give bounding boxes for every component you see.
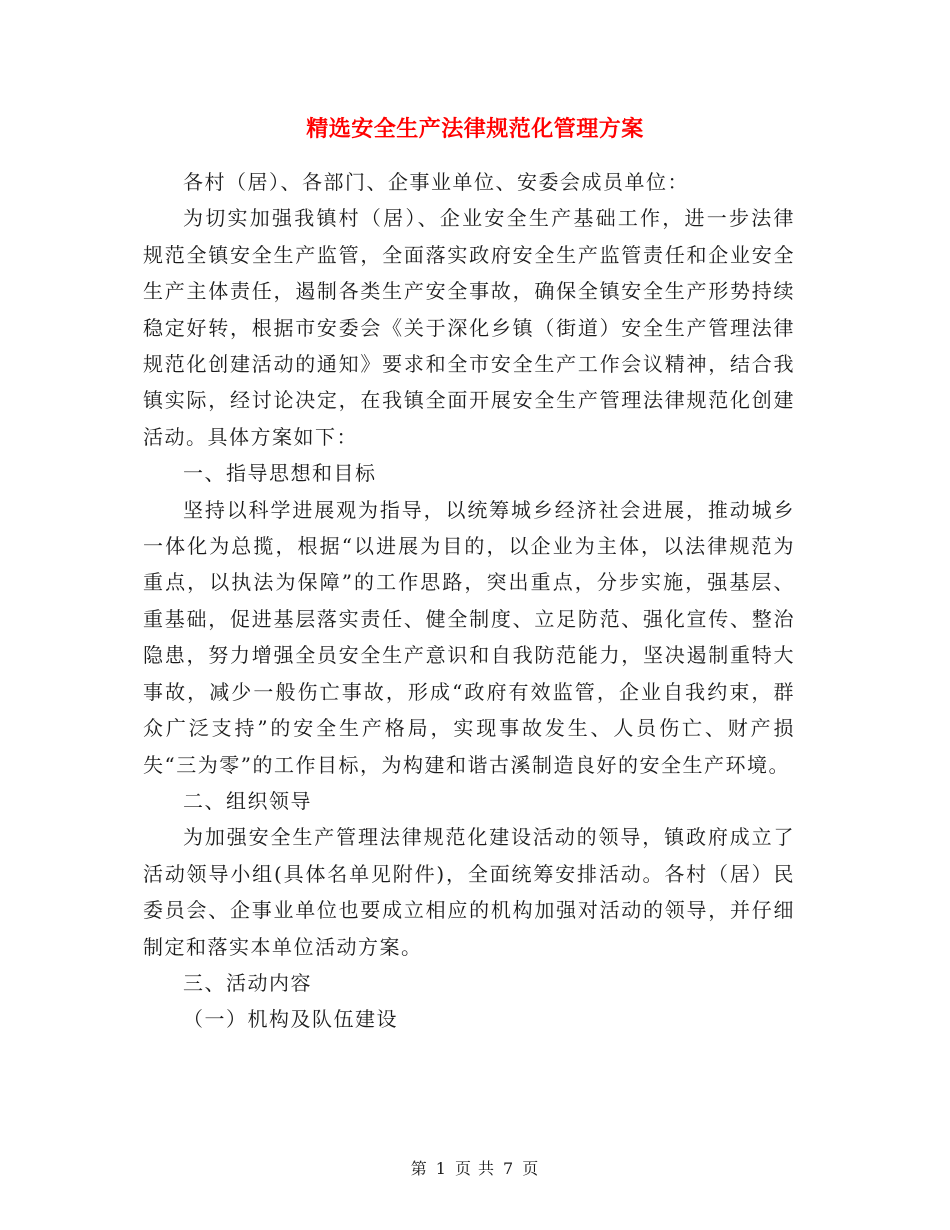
intro-paragraph: 为切实加强我镇村（居）、企业安全生产基础工作，进一步法律规范全镇安全生产监管，全面落实政府安全生产监管责任和企业安全生产主体责任，遏制各类生产安全事故，确保全镇安全生产形势持续稳定好转，根据市安委会《关于深化乡镇（街道）安全生产管理法律规范化创建活动的通知》要求和全市安全生产工作会议精神，结合我镇实际，经讨论决定，在我镇全面开展安全生产管理法律规范化创建活动。具体方案如下： (143, 206, 795, 449)
footer-page-number: 1 (435, 1159, 447, 1178)
subsection-heading-institution: （一）机构及队伍建设 (183, 1007, 398, 1032)
footer-suffix: 页 (522, 1159, 540, 1178)
page-footer (0, 1156, 950, 1179)
footer-total-pages: 7 (503, 1159, 515, 1178)
footer-middle: 页 共 (454, 1159, 496, 1178)
footer-prefix: 第 (410, 1159, 428, 1178)
document-title: 精选安全生产法律规范化管理方案 (306, 116, 644, 142)
section-heading-activity-content: 三、活动内容 (183, 970, 312, 995)
section-heading-organization: 二、组织领导 (183, 788, 312, 813)
guiding-ideology-paragraph: 坚持以科学进展观为指导，以统筹城乡经济社会进展，推动城乡一体化为总揽，根据“以进展为目的，以企业为主体，以法律规范为重点，以执法为保障”的工作思路，突出重点，分步实施，强基层、重基础，促进基层落实责任、健全制度、立足防范、强化宣传、整治隐患，努力增强全员安全生产意识和自我防范能力，坚决遏制重特大事故，减少一般伤亡事故，形成“政府有效监管，企业自我约束，群众广泛支持”的安全生产格局，实现事故发生、人员伤亡、财产损失“三为零”的工作目标，为构建和谐古溪制造良好的安全生产环境。 (143, 497, 795, 777)
organization-paragraph: 为加强安全生产管理法律规范化建设活动的领导，镇政府成立了活动领导小组(具体名单见附件)，全面统筹安排活动。各村（居）民委员会、企事业单位也要成立相应的机构加强对活动的领导，并仔细制定和落实本单位活动方案。 (143, 825, 795, 959)
section-heading-guiding-ideology: 一、指导思想和目标 (183, 461, 377, 486)
document-body (143, 164, 795, 1038)
salutation-paragraph: 各村（居）、各部门、企事业单位、安委会成员单位： (183, 170, 689, 194)
